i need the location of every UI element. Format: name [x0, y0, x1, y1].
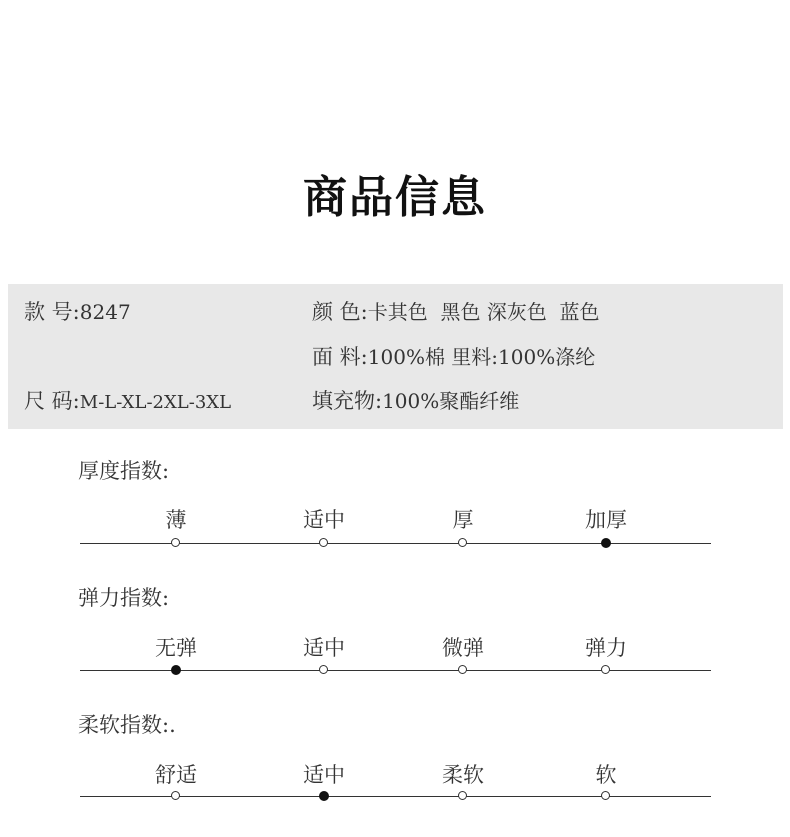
filling-label: 填充物:: [312, 389, 383, 413]
fabric-row: [312, 342, 595, 372]
filling-value: 100%聚酯纤维: [382, 389, 520, 413]
size-label: 尺 码:: [24, 389, 80, 413]
softness-scale-title: 柔软指数:.: [78, 713, 176, 737]
color-row: [312, 297, 600, 327]
elasticity-option-dot: [171, 665, 181, 675]
elasticity-option-label: 弹力: [585, 636, 627, 660]
softness-option-label: 软: [595, 763, 617, 787]
softness-option-dot: [601, 791, 610, 800]
softness-option-label: 舒适: [155, 763, 197, 787]
thickness-option-label: 薄: [165, 508, 187, 532]
thickness-option-dot: [458, 538, 467, 547]
style-number-value: 8247: [79, 300, 131, 324]
page-title: 商品信息: [303, 172, 487, 223]
thickness-option-label: 加厚: [585, 508, 627, 532]
softness-option-dot: [171, 791, 180, 800]
elasticity-option-label: 微弹: [442, 636, 484, 660]
style-number-label: 款 号:: [24, 300, 80, 324]
filling-row: [312, 386, 519, 416]
thickness-option-label: 适中: [303, 508, 345, 532]
style-number-row: [24, 297, 131, 327]
fabric-value: 100%棉 里料:100%涤纶: [367, 345, 596, 369]
color-value: 卡其色 黑色 深灰色 蓝色: [367, 300, 600, 324]
softness-option-label: 柔软: [442, 763, 484, 787]
thickness-option-dot: [171, 538, 180, 547]
elasticity-option-dot: [458, 665, 467, 674]
elasticity-option-label: 无弹: [155, 636, 197, 660]
thickness-scale-title: 厚度指数:: [78, 459, 170, 483]
thickness-option-dot: [601, 538, 611, 548]
elasticity-option-dot: [319, 665, 328, 674]
color-label: 颜 色:: [312, 300, 368, 324]
softness-option-label: 适中: [303, 763, 345, 787]
softness-option-dot: [319, 791, 329, 801]
softness-option-dot: [458, 791, 467, 800]
thickness-option-dot: [319, 538, 328, 547]
thickness-option-label: 厚: [452, 508, 474, 532]
elasticity-scale-title: 弹力指数:: [78, 586, 170, 610]
elasticity-option-dot: [601, 665, 610, 674]
size-row: [24, 386, 231, 418]
fabric-label: 面 料:: [312, 345, 368, 369]
size-value: M-L-XL-2XL-3XL: [79, 392, 232, 413]
elasticity-option-label: 适中: [303, 636, 345, 660]
